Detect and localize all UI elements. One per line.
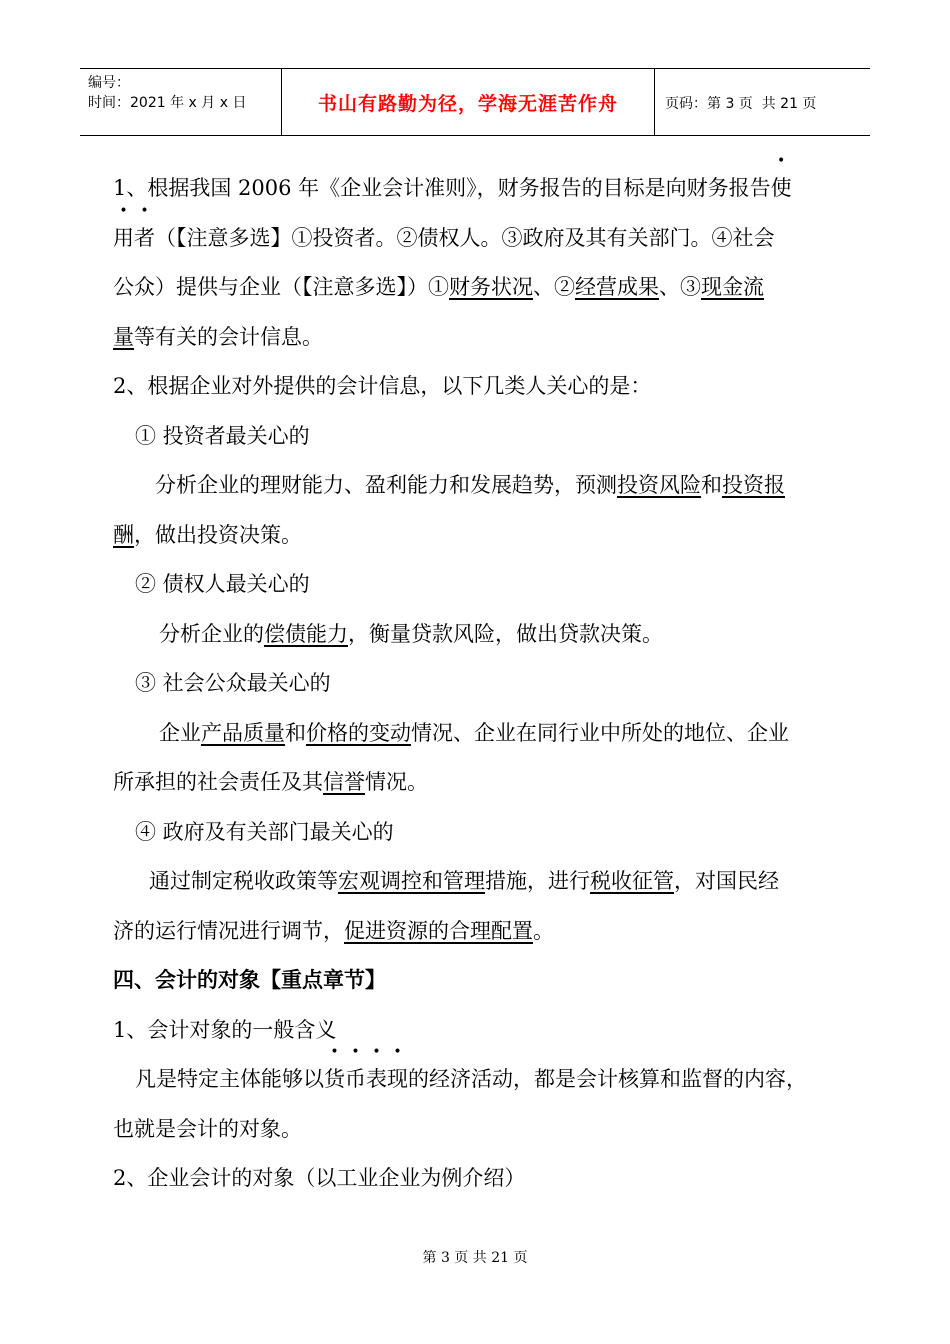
underlined-term: 偿债能力 (264, 621, 348, 646)
text-run: 、③ (659, 275, 701, 299)
section-creditor-line-1 (113, 610, 839, 660)
underlined-term: 财务状况 (449, 275, 533, 299)
underlined-term: 信誉 (323, 770, 365, 794)
footer-page-number: 第 3 页 共 21 页 (422, 1250, 528, 1266)
text-run: 企业 (159, 720, 201, 745)
header-motto: 书山有路勤为径，学海无涯苦作舟 (317, 93, 618, 115)
section-public-line-1 (113, 709, 839, 759)
text-run: 措施，进行 (485, 869, 590, 893)
emphasis-text: 现 (387, 1067, 408, 1091)
section-government-title: ④ 政府及有关部门最关心的 (135, 819, 394, 844)
text-run: ，衡量贷款风险，做出贷款决策。 (348, 621, 663, 646)
paragraph-1-line-2 (113, 214, 839, 264)
text-run: 和 (701, 473, 722, 497)
header-motto-cell (282, 69, 655, 136)
header-meta (80, 69, 282, 136)
text-run: 分析企业的 (159, 621, 264, 646)
underlined-term: 价格的变动 (306, 720, 411, 745)
chapter-heading: 四、会计的对象【重点章节】 (113, 968, 386, 992)
text-run: 凡是特定主体能够以 (135, 1067, 324, 1091)
header-page-cell (655, 69, 870, 136)
subsection-1-title: 1、会计对象的一般含义 (113, 1017, 337, 1042)
paragraph-1-line-3 (113, 263, 839, 313)
text-run: 。 (533, 918, 554, 943)
underlined-term: 投资报 (722, 473, 785, 497)
text-run: 通过制定税收政策等 (149, 869, 338, 893)
subsection-2-title: 2、企业会计的对象（以工业企业为例介绍） (113, 1166, 526, 1190)
underlined-term: 促进资源的合理配置 (344, 918, 533, 943)
text-run: 所承担的社会责任及其 (113, 770, 323, 794)
paragraph-1-line-4 (113, 313, 839, 363)
document-body (113, 164, 839, 1204)
emphasis-text: 货 (324, 1067, 345, 1091)
section-public-title: ③ 社会公众最关心的 (135, 671, 331, 695)
section-government-line-1 (113, 857, 839, 907)
emphasis-text: 币 (345, 1067, 366, 1091)
underlined-term: 投资风险 (617, 473, 701, 497)
underlined-term: 产品质量 (201, 720, 285, 745)
text-run: （【注意多选】①投资者。②债权人。③政府及其有关部门。④社会 (155, 225, 775, 250)
section-investor-line-2 (113, 511, 839, 561)
text-run: 、② (533, 275, 575, 299)
paragraph-1-line-1 (113, 164, 839, 214)
text-run: 分析企业的理财能力、盈利能力和发展趋势，预测 (155, 473, 617, 497)
header-time: 时间：2021 年 x 月 x 日 (88, 95, 247, 111)
text-run: 等有关的会计信息。 (134, 324, 323, 349)
page-footer (0, 1247, 950, 1267)
emphasis-text: 用 (113, 225, 134, 250)
text-run: ，对国民经 (674, 869, 779, 893)
header-number: 编号： (88, 75, 130, 91)
section-investor-line-1 (113, 461, 839, 511)
section-creditor-title: ② 债权人最关心的 (135, 572, 310, 596)
text-run: ，做出投资决策。 (134, 522, 302, 547)
paragraph-2: 2、根据企业对外提供的会计信息，以下几类人关心的是： (113, 374, 652, 398)
text-run: 1、根据我国 2006 年《企业会计准则》，财务报告的目标是向财务报告 (113, 176, 771, 200)
underlined-term: 税收征管 (590, 869, 674, 893)
underlined-term: 经营成果 (575, 275, 659, 299)
section-investor-title: ① 投资者最关心的 (135, 423, 310, 448)
underlined-term: 量 (113, 324, 134, 349)
text-run: 的经济活动，都是会计核算和监督的内容， (408, 1067, 807, 1091)
header-page-number: 页码：第 3 页 共 21 页 (665, 95, 817, 112)
underlined-term: 现金流 (701, 275, 764, 299)
subsection-1-line-1 (113, 1055, 839, 1105)
document-header (80, 68, 870, 136)
text-run: 济的运行情况进行调节， (113, 918, 344, 943)
underlined-term: 酬 (113, 522, 134, 547)
text-run: 公众）提供与企业（【注意多选】）① (113, 275, 449, 299)
section-government-line-2 (113, 907, 839, 957)
subsection-1-line-2: 也就是会计的对象。 (113, 1116, 302, 1141)
text-run: 情况。 (365, 770, 428, 794)
emphasis-text: 表 (366, 1067, 387, 1091)
section-public-line-2 (113, 758, 839, 808)
emphasis-text: 使 (770, 176, 792, 200)
text-run: 情况、企业在同行业中所处的地位、企业 (411, 720, 789, 745)
text-run: 和 (285, 720, 306, 745)
underlined-term: 宏观调控和管理 (338, 869, 485, 893)
emphasis-text: 者 (134, 225, 155, 250)
